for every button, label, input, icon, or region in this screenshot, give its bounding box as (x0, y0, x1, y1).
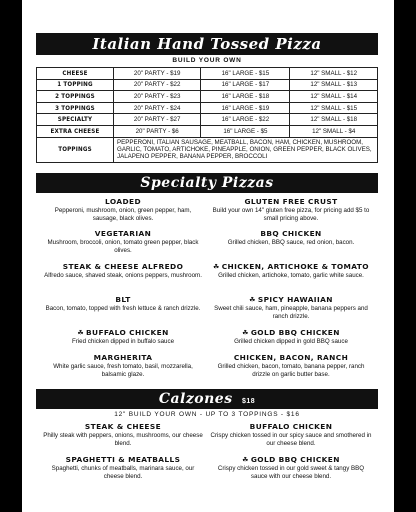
size-option-label: 1 TOPPING (37, 79, 114, 91)
menu-item (210, 328, 372, 346)
item-description: Philly steak with peppers, onions, mushrooms, our cheese blend. (43, 432, 203, 447)
item-name: BLT (115, 295, 131, 304)
large-price: 16" LARGE - $5 (201, 125, 290, 137)
item-title (210, 197, 372, 206)
item-title (210, 455, 372, 464)
item-name: GOLD BBQ CHICKEN (250, 328, 340, 337)
item-description: Grilled chicken dipped in gold BBQ sauce (234, 338, 348, 345)
menu-item (210, 197, 372, 222)
menu-item (210, 353, 372, 378)
specialty-banner (36, 173, 378, 193)
size-option-label: EXTRA CHEESE (37, 125, 114, 137)
party-price: 20" PARTY - $24 (114, 102, 201, 114)
item-description: Grilled chicken, bacon, tomato, banana pepper, ranch drizzle on garlic butter base. (217, 363, 365, 378)
item-title (42, 295, 204, 304)
menu-item (42, 422, 204, 447)
item-description: Grilled chicken, BBQ sauce, red onion, bacon. (227, 239, 355, 246)
party-price: 20" PARTY - $27 (114, 114, 201, 126)
hand-tossed-banner (36, 33, 378, 55)
small-price: 12" SMALL - $18 (290, 114, 378, 126)
item-description: Spaghetti, chunks of meatballs, marinara sauce, our cheese blend. (51, 465, 195, 480)
item-name: GLUTEN FREE CRUST (244, 197, 338, 206)
small-price: 12" SMALL - $4 (290, 125, 378, 137)
menu-item (42, 295, 204, 313)
large-price: 16" LARGE - $19 (201, 102, 290, 114)
item-title (42, 422, 204, 431)
item-title (42, 455, 204, 464)
item-name: SPAGHETTI & MEATBALLS (65, 455, 181, 464)
large-price: 16" LARGE - $15 (201, 68, 290, 80)
item-name: BUFFALO CHICKEN (249, 422, 333, 431)
price-row (37, 91, 378, 103)
size-option-label: 3 TOPPINGS (37, 102, 114, 114)
item-name: MARGHERITA (93, 353, 153, 362)
item-name: BBQ CHICKEN (260, 229, 322, 238)
menu-item (210, 422, 372, 447)
hand-tossed-title: Italian Hand Tossed Pizza (92, 35, 322, 53)
small-price: 12" SMALL - $15 (290, 102, 378, 114)
menu-item (42, 353, 204, 378)
pepper-icon: ☘ (249, 296, 256, 304)
item-title (42, 197, 204, 206)
large-price: 16" LARGE - $18 (201, 91, 290, 103)
large-price: 16" LARGE - $17 (201, 79, 290, 91)
specialty-title: Specialty Pizzas (140, 175, 274, 191)
item-name: STEAK & CHEESE (84, 422, 162, 431)
pepper-icon: ☘ (213, 263, 220, 271)
item-name: LOADED (105, 197, 141, 206)
size-option-label: CHEESE (37, 68, 114, 80)
item-title (42, 328, 204, 337)
size-option-label: SPECIALTY (37, 114, 114, 126)
item-description: Crispy chicken tossed in our spicy sauce and smothered in our cheese blend. (210, 432, 372, 447)
item-title (210, 353, 372, 362)
price-row (37, 102, 378, 114)
size-option-label: 2 TOPPINGS (37, 91, 114, 103)
menu-item (42, 455, 204, 480)
toppings-label: TOPPINGS (37, 137, 114, 162)
pepper-icon: ☘ (242, 456, 249, 464)
build-your-own-heading: BUILD YOUR OWN (172, 57, 242, 64)
item-name: SPICY HAWAIIAN (257, 295, 333, 304)
item-name: CHICKEN, ARTICHOKE & TOMATO (221, 262, 369, 271)
price-row (37, 114, 378, 126)
menu-item (42, 229, 204, 254)
calzone-build-heading: 12" BUILD YOUR OWN - UP TO 3 TOPPINGS - $16 (114, 411, 300, 418)
calzones-title: Calzones (158, 391, 233, 407)
party-price: 20" PARTY - $6 (114, 125, 201, 137)
item-name: GOLD BBQ CHICKEN (250, 455, 340, 464)
small-price: 12" SMALL - $13 (290, 79, 378, 91)
menu-item (42, 262, 204, 280)
menu-item (210, 295, 372, 320)
item-description: Crispy chicken tossed in our gold sweet & tangy BBQ sauce with our cheese blend. (217, 465, 365, 480)
price-table (36, 67, 378, 163)
large-price: 16" LARGE - $22 (201, 114, 290, 126)
item-title (210, 229, 372, 238)
item-description: Fried chicken dipped in buffalo sauce (71, 338, 175, 345)
item-name: VEGETARIAN (94, 229, 152, 238)
pepper-icon: ☘ (77, 329, 85, 337)
calzones-banner (36, 389, 378, 409)
item-description: Grilled chicken, artichoke, tomato, garlic white sauce. (218, 272, 364, 279)
item-description: White garlic sauce, fresh tomato, basil, mozzarella, balsamic glaze. (53, 363, 193, 378)
item-title (42, 229, 204, 238)
item-name: BUFFALO CHICKEN (86, 328, 169, 337)
item-name: CHICKEN, BACON, RANCH (233, 353, 349, 362)
menu-item (42, 328, 204, 346)
item-name: STEAK & CHEESE ALFREDO (62, 262, 184, 271)
item-description: Sweet chili sauce, ham, pineapple, banana peppers and ranch drizzle. (214, 305, 368, 320)
calzones-price: $18 (241, 398, 256, 405)
menu-item (210, 262, 372, 280)
price-row (37, 79, 378, 91)
item-description: Build your own 14" gluten free pizza, for pricing add $5 to small pricing above. (212, 207, 370, 222)
pepper-icon: ☘ (242, 329, 249, 337)
item-description: Alfredo sauce, shaved steak, onions peppers, mushroom. (44, 272, 202, 279)
price-row (37, 125, 378, 137)
item-title (210, 262, 372, 271)
item-title (210, 328, 372, 337)
item-title (210, 422, 372, 431)
toppings-row (37, 137, 378, 162)
menu-item (210, 455, 372, 480)
menu-item (42, 197, 204, 222)
party-price: 20" PARTY - $22 (114, 79, 201, 91)
small-price: 12" SMALL - $14 (290, 91, 378, 103)
menu-page (22, 0, 394, 512)
toppings-list: PEPPERONI, ITALIAN SAUSAGE, MEATBALL, BACON, HAM, CHICKEN, MUSHROOM, GARLIC, TOMATO, ARTICHOKE, PINEAPPLE, ONION, GREEN PEPPER, BLACK OLIVES, JALAPENO PEPPER, BANANA PEPPER, BROCCOLI (114, 137, 378, 162)
item-title (42, 353, 204, 362)
item-description: Bacon, tomato, topped with fresh lettuce & ranch drizzle. (45, 305, 201, 312)
item-title (210, 295, 372, 304)
item-description: Mushroom, broccoli, onion, tomato green pepper, black olives. (47, 239, 199, 254)
item-description: Pepperoni, mushroom, onion, green pepper, ham, sausage, black olives. (54, 207, 192, 222)
small-price: 12" SMALL - $12 (290, 68, 378, 80)
menu-item (210, 229, 372, 247)
item-title (42, 262, 204, 271)
price-row (37, 68, 378, 80)
party-price: 20" PARTY - $23 (114, 91, 201, 103)
party-price: 20" PARTY - $19 (114, 68, 201, 80)
